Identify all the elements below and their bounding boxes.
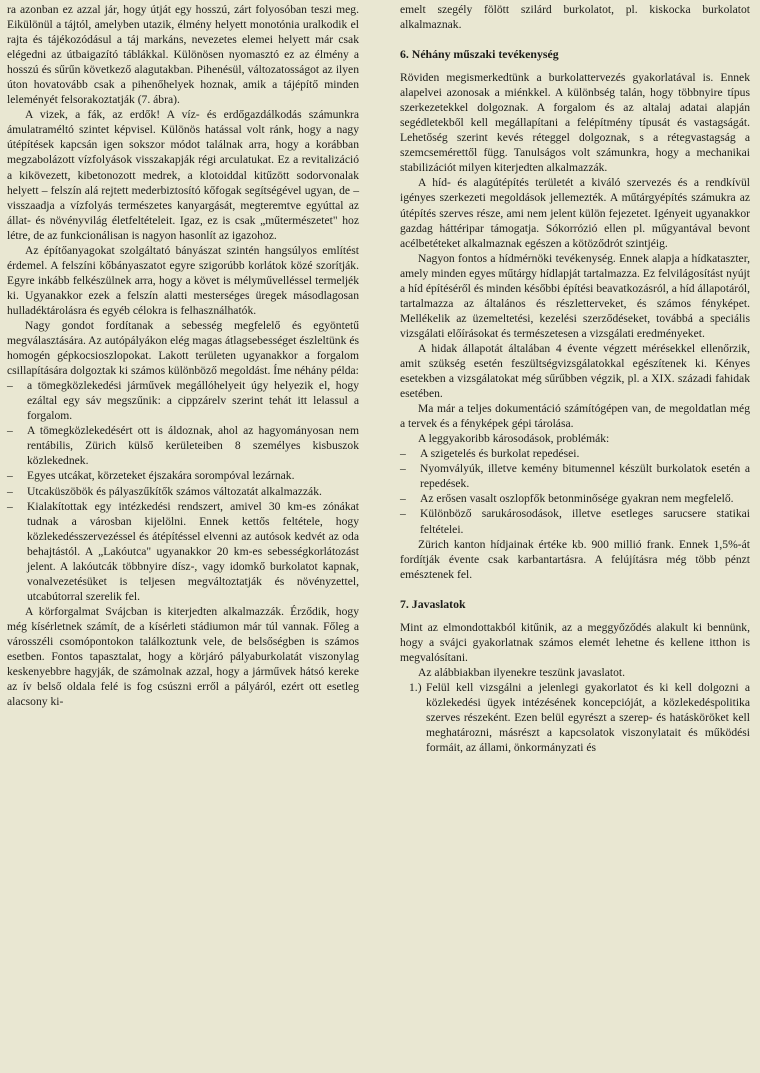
paragraph: A körforgalmat Svájcban is kiterjedten alkalmazzák. Érződik, hogy még kísérletnek számít, de a kísérleti stádiumon már túl vannak. Főleg a városszéli csomópontokon találkoztunk vele, de belsőségben is számos esetben. Fontos tapasztalat, hogy a körjáró pályaburkolatát viszonylag keskenyebbre hagyják, de számolnak azzal, hogy a járművek hátsó kereke az ív belső oldala felé is fog csúszni erről a pályáról, ezért ott esetleg alacsony ki- xyxy=(7,604,359,709)
paragraph: Zürich kanton hídjainak értéke kb. 900 millió frank. Ennek 1,5%-át fordítják évente csak karbantartásra. A felújításra még több pénzt emésztenek fel. xyxy=(400,537,750,581)
right-column xyxy=(400,2,750,755)
dash-list-item xyxy=(400,491,750,506)
paragraph: emelt szegély fölött szilárd burkolatot, pl. kiskocka burkolatot alkalmaznak. xyxy=(400,3,750,32)
section-heading: 7. Javaslatok xyxy=(400,596,466,611)
list-item-text: Egyes utcákat, körzeteket éjszakára sorompóval lezárnak. xyxy=(27,469,295,483)
list-item-text: Különböző sarukárosodások, illetve esetleges sarucserе statikai feltételei. xyxy=(420,507,750,536)
paragraph: Ma már a teljes dokumentáció számítógépen van, de megoldatlan még a tervek és a fényképek gépi tárolása. xyxy=(400,402,750,431)
paragraph: A híd- és alagútépítés területét a kiváló szervezés és a rendkívül igényes szerkezeti megoldások jellemezték. A műtárgyépítés számukra az útépítés szerves része, ami nem jelent külön fejezetet. Igényeit ugyanakkor gazdag háttéripar támogatja. Sókorrózió ellen pl. műgyantával bevont acélbetéteket alkalmaznak egészen a kötöződrót szintjéig. xyxy=(400,176,750,250)
list-item-text: Az erősen vasalt oszlopfők betonminősége gyakran nem megfelelő. xyxy=(420,492,734,506)
list-item-text: Kialakítottak egy intézkedési rendszert, amivel 30 km-es zónákat tudnak a városban kijelölni. Ennek kettős feltétele, hogy közlekedésszervezéssel és átépítéssel elvenni az autósok kedvét az oda behajtástól. A „Lakóutca" ugyanakkor 20 km-es sebességkorlátozást jelent. A lakóutcák többnyire dísz-, vagy idomkő burkolatot kapnak, vonalvezetésüket is teljesen megváltoztatják és növényzettel, utcabútorral szerelik fel. xyxy=(27,499,359,603)
section-heading: 6. Néhány műszaki tevékenység xyxy=(400,47,559,62)
paragraph: Az alábbiakban ilyenekre teszünk javaslatot. xyxy=(418,665,625,679)
numbered-list-item xyxy=(400,680,750,755)
spacer xyxy=(400,32,750,47)
dash-list-item xyxy=(400,461,750,491)
dash-list-item xyxy=(400,506,750,536)
paragraph: ra azonban ez azzal jár, hogy útját egy hosszú, zárt folyosóban teszi meg. Eikülönül a tájtól, amelyben utazik, élmény helyett monotónia uralkodik el rajta és tájékozódásul a táj markáns, nevezetes elemei helyett már csak elégedni az útbaigazító táblákkal. Különösen nyomasztó ez az élmény a hosszú és sűrűn következő alagutakban. Pihenésül, változatosságot az ilyen úton hovatovább csak a pihenőhelyek hoznak, amik a tájépítő minden leleményét felsorakoztatják (7. ábra). xyxy=(7,3,359,107)
dash-marker: – xyxy=(7,469,13,483)
dash-marker: – xyxy=(7,424,13,438)
paragraph: Nagy gondot fordítanak a sebesség megfelelő és egyöntetű megválasztására. Az autópályákon elég magas átlagsebességet észleltünk és homogén gépkocsioszlopokat. Lakott területen ugyanakkor a forgalom csillapítására dolgoztak ki számos különböző megoldást. Íme néhány példa: xyxy=(7,318,359,378)
dash-list-item xyxy=(7,423,359,468)
dash-marker: – xyxy=(7,379,13,393)
spacer xyxy=(400,62,750,70)
list-item-text: A tömegközlekedésért ott is áldoznak, ahol az hagyományosan nem rentábilis, Zürich külső kerületeiben 8 személyes kisbuszok közlekednek. xyxy=(27,424,359,468)
paragraph: Az építőanyagokat szolgáltató bányászat szintén hangsúlyos említést érdemel. A felszíni kőbányaszatot egyre szigorúbb korlátok közé szorítják. Egyre inkább felkészülnek arra, hogy a követ is mélyművelléssel termeljék ki. Ugyanakkor ezek a felszín alatti mesterséges üregek másodlagosan hulladéktárolásra és egyéb célokra is felhasználhatók. xyxy=(7,243,359,317)
paragraph: Nagyon fontos a hídmérnöki tevékenység. Ennek alapja a hídkataszter, amely minden egyes műtárgy hídlapját tartalmazza. Ez felvilágosítást nyújt a híd építéséről és minden későbbi építési beavatkozásról, a híd állapotáról, tartalmazza az általános és részletterveket, és számos fényképet. Mellékelik az üzemeltetési, kezelési szerződéseket, továbbá a speciális vizsgálati előírásokat és természetesen a vizsgálati eredményeket. xyxy=(400,251,750,340)
dash-list-item xyxy=(7,468,359,483)
list-item-text: Utcaküszöbök és pályaszűkítők számos változatát alkalmazzák. xyxy=(27,484,322,498)
dash-marker: – xyxy=(400,447,406,461)
dash-marker: – xyxy=(400,462,406,476)
spacer xyxy=(400,582,750,597)
dash-marker: – xyxy=(7,499,13,513)
paragraph: Mint az elmondottakból kitűnik, az a meggyőződés alakult ki bennünk, hogy a svájci gyakorlatnak számos elemét lehetne és kellene itthon is megvalósítani. xyxy=(400,620,750,664)
spacer xyxy=(400,612,750,620)
list-item-text: Felül kell vizsgálni a jelenlegi gyakorlatot és ki kell dolgozni a közlekedési ügyek intézésének koncepcióját, a közlekedéspolitika szerves részeként. Ezen belül egyrészt a szerep- és hatásköröket kell meghatározni, másrészt a kapcsolatok viszonylatait és működési formáit, az állami, önkormányzati és xyxy=(426,680,750,755)
left-column xyxy=(7,2,359,709)
dash-marker: – xyxy=(400,507,406,521)
dash-list-item xyxy=(400,446,750,461)
dash-list-item xyxy=(7,499,359,604)
list-item-text: Nyomvályúk, illetve kemény bitumennel készült burkolatok esetén a repedések. xyxy=(420,462,750,491)
dash-marker: – xyxy=(7,484,13,498)
dash-list-item xyxy=(7,378,359,423)
dash-marker: – xyxy=(400,492,406,506)
dash-list-item xyxy=(7,484,359,499)
paragraph: A vizek, a fák, az erdők! A víz- és erdőgazdálkodás számunkra ámulatraméltó szintet képvisel. Különös hatással volt ránk, hogy a nagy útépítések kapcsán igen sokszor módot találnak arra, hogy a korábban megzabolázott vízfolyások visszakapják régi arculatukat. Ez a revitalizáció a kikövezett, kibetonozott medrek, a klotoiddal kitűzött sodorvonalak helyett – felszín alá rejtett mederbiztosító kőfogak segítségével ugyan, de – visszaadja a vízfolyás természetes kanyargását, megteremtve egyúttal az állat- és növényvilág életfeltételeit. Igaz, ez is csak „műtermészetet" hoz létre, de az funkcionálisan is nagyon hasonlít az igazohoz. xyxy=(7,108,359,242)
paragraph: Röviden megismerkedtünk a burkolattervezés gyakorlatával is. Ennek alapelvei azonosak a miénkkel. A különbség talán, hogy többnyire típus szerkezetekkel dolgoznak. A forgalom és az altalaj adatai alapján segédletekből kell megállapítani a felépítmény típusát és vastagságát. Lehetőség szerint kevés réteggel dolgoznak, s a rétegvastagság a szemcsemérettől függ. Tanulságos volt számunkra, hogy a mechanikai stabilizációt milyen kiterjedten alkalmazzák. xyxy=(400,71,750,175)
list-item-text: a tömegközlekedési járművek megállóhelyeit úgy helyezik el, hogy ezáltal egy sáv megszűnik: a cippzárelv szerint tehát itt lelassul a forgalom. xyxy=(27,379,359,423)
list-number: 1.) xyxy=(409,680,422,694)
paragraph: A leggyakoribb károsodások, problémák: xyxy=(418,432,610,446)
paragraph: A hidak állapotát általában 4 évente végzett mérésekkel ellenőrzik, amit szükség esetén feszültségvizsgálatokkal egészítenek ki. Kényes esetekben a vizsgálatokat még sűrűbben végzik, pl. a XIX. századi fahidak esetében. xyxy=(400,341,750,401)
list-item-text: A szigetelés és burkolat repedései. xyxy=(420,447,580,461)
